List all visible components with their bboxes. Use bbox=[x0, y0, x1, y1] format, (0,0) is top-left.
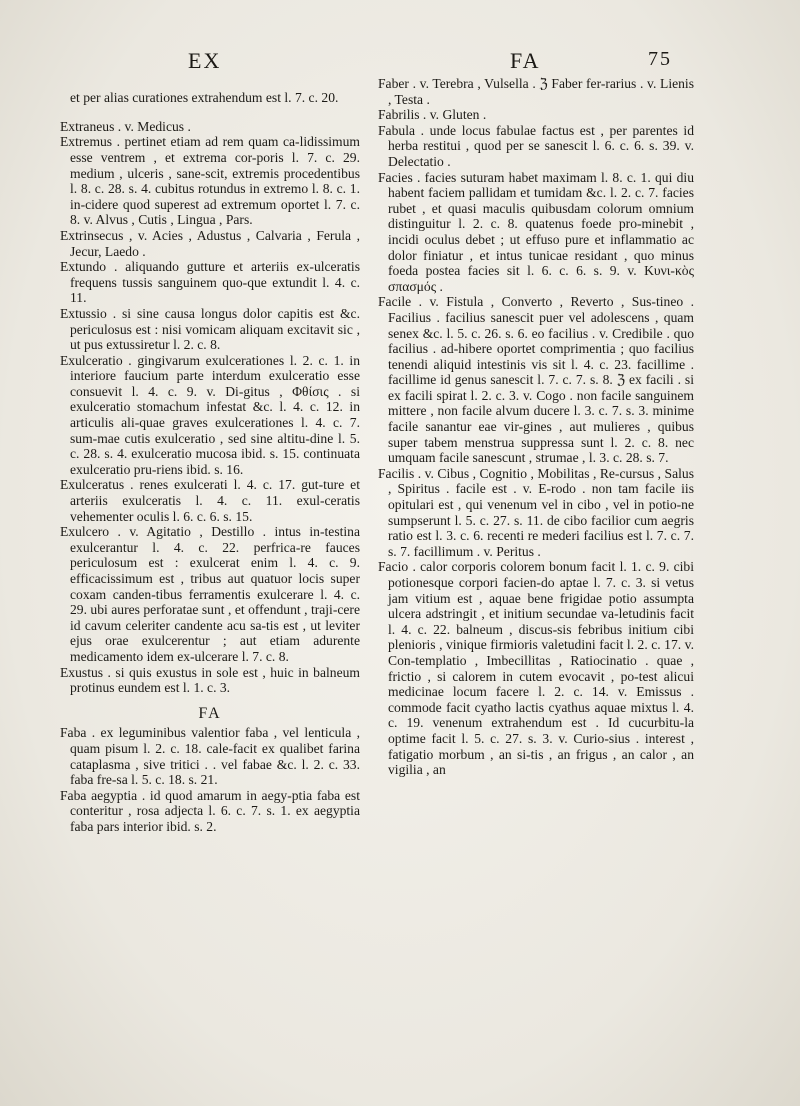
right-column bbox=[378, 76, 694, 778]
entry-fabrilis: Fabrilis . v. Gluten . bbox=[378, 107, 487, 123]
entry-fabula: Fabula . unde locus fabulae factus est , per parentes id herba restitui , quod per se sanescit l. 6. c. 6. s. 39. v. Delectatio . bbox=[378, 122, 694, 169]
entry-exulcero: Exulcero . v. Agitatio , Destillo . intus in-testina exulcerantur l. 4. c. 22. perfrica-re fauces periculosum est : exulcerat enim l. 4. c. 9. efficacissimum est , tribus aut quatuor locis super coxam canden-tibus ferramentis exulcerare l. 4. c. 29. ubi aures perforatae sunt , et offendunt , traji-cere id cavum celeriter candente acu sa-tis est , ut leviter ejus orae exulcerentur ; aut etiam adurente medicamento idem ex-ulcerare l. 7. c. 8. bbox=[60, 524, 360, 664]
entry-faber: Faber . v. Terebra , Vulsella . ℨ Faber fer-rarius . v. Lienis , Testa . bbox=[378, 76, 694, 107]
page-number: 75 bbox=[648, 48, 672, 70]
entry-facies: Facies . facies suturam habet maximam l. 8. c. 1. qui diu habent faciem pallidam et tumidam &c. l. 2. c. 7. facies rubet , et quasi maculis quibusdam colorum omnium distinguitur l. 2. c. 8. quatenus foede pro-minebit , incidi oculus debet ; ut effuso pure et inflammatio ac dolor finiatur , et intus tunicae residant , quo minus foeda postea facies sit l. 6. c. 6. s. 9. v. Κυνι-κὸς σπασμός . bbox=[378, 169, 694, 294]
entry-extrinsecus: Extrinsecus , v. Acies , Adustus , Calvaria , Ferula , Jecur, Laedo . bbox=[60, 227, 360, 259]
entry-facio: Facio . calor corporis colorem bonum facit l. 1. c. 9. cibi potionesque corpori facien-do aptae l. 7. c. 3. si vetus jam vitium est , aquae bene frigidae potio assumpta ulcera adstringit , et initium secundae va-letudinis facit l. 4. c. 22. balneum , discus-sis febribus initium cibi plenioris , vinique firmioris valetudini facit l. 2. c. 17. v. Con-templatio , Imbecillitas , Ratiocinatio . quae , frictio , si calorem in cutem evocavit , po-test alicui medicinae locum facere l. 2. c. 14. v. Emissus . commode facit cyatho lactis cyathus aquae mixtus l. 4. c. 19. venenum extrahendum est . Id cucurbitu-la optime facit l. 5. c. 27. s. 3. v. Curio-sius . interest , fatigatio morbum , an si-tis , an frigus , an calor , an vigilia , an bbox=[378, 559, 694, 778]
entry-faba: Faba . ex leguminibus valentior faba , vel lenticula , quam pisum l. 2. c. 18. cale-facit ex qualibet farina cataplasma , sive tritici . . vel fabae &c. l. 2. c. 33. faba fre-sa l. 5. c. 18. s. 21. bbox=[60, 725, 360, 788]
header-left-guideword: EX bbox=[188, 48, 222, 73]
entry-extussio: Extussio . si sine causa longus dolor capitis est &c. periculosus est : nisi vomicam aliquam excitavit sic , ut pus extussiretur l. 2. c. 8. bbox=[60, 305, 360, 353]
entry-extraneus: Extraneus . v. Medicus . bbox=[60, 118, 191, 134]
entry-faba-aegyptia: Faba aegyptia . id quod amarum in aegy-ptia faba est conteritur , rosa adjecta l. 6. c. 7. s. 1. ex aegyptia faba pars interior ibid. s. 2. bbox=[60, 787, 360, 834]
section-heading: FA bbox=[198, 704, 222, 722]
entry-facile: Facile . v. Fistula , Converto , Reverto , Sus-tineo . Facilius . facilius sanescit puer vel adolescens , quam senex &c. l. 5. c. 26. s. 6. eo facilius . v. Credibile . quo facilius . ad-hibere oportet comprimentia ; quo facilius tenendi aliquid intestinis vis sit l. 4. c. 23. facillime . facillime id genus sanescit l. 7. c. 7. s. 8. ℨ ex facili . si ex facili spirat l. 2. c. 3. v. Cogo . non facile sanguinem mittere , non facile alvum ducere l. 3. c. 7. s. 3. minime facile sanantur eae vir-gines , aut mulieres , quibus super tabem menstrua suppressa sunt l. 2. c. 8. nec umquam facile sanescunt , strumae , l. 3. c. 28. s. 7. bbox=[378, 294, 694, 466]
entry-exulceratus: Exulceratus . renes exulcerati l. 4. c. 17. gut-ture et arteriis exulceratis l. 4. c. 11. exul-ceratis vehementer oculis l. 6. c. 6. s. 15. bbox=[60, 477, 360, 524]
left-column bbox=[60, 76, 360, 835]
entry-continuation: et per alias curationes extrahendum est l. 7. c. 20. bbox=[70, 89, 339, 105]
entry-extremus: Extremus . pertinet etiam ad rem quam ca-lidissimum esse ventrem , et extrema cor-poris l. 7. c. 29. medium , ulceris , sane-scit, extremis procedentibus l. 8. c. 28. s. 4. cubitus rotundus in extremo l. 8. c. 1. in-cidere quod superest ad extremum oportet l. 7. c. 8. v. Alvus , Cutis , Lingua , Pars. bbox=[60, 134, 360, 228]
entry-exustus: Exustus . si quis exustus in sole est , huic in balneum protinus eundem est l. 1. c. 3. bbox=[60, 664, 360, 696]
entry-exulceratio: Exulceratio . gingivarum exulcerationes l. 2. c. 1. in interiore faucium parte interdum exulceratio esse consuevit l. 4. c. 9. v. Di-gitus , Φθίσις . si exulceratio stomachum infestat &c. l. 4. c. 12. in articulis ali-quae graves exulcerationes l. 4. c. 7. sum-mae cutis exulceratio , sed sine altitu-dine l. 5. c. 28. s. 4. exulceratio mucosa ibid. s. 15. continuata exulceratio pru-riens ibid. s. 16. bbox=[60, 352, 360, 477]
entry-extundo: Extundo . aliquando gutture et arteriis ex-ulceratis frequens tussis sanguinem quo-que extundit l. 4. c. 11. bbox=[60, 259, 360, 306]
header-center-guideword: FA bbox=[510, 48, 541, 73]
entry-facilis: Facilis . v. Cibus , Cognitio , Mobilitas , Re-cursus , Salus , Spiritus . facile est . v. E-rodo . non tam facile iis opitulari est , qui venenum vel in cibo , vel in potio-ne sumpserunt l. 5. c. 27. s. 11. de cibo facilior cum aegris ratio est l. 3. c. 6. recenti re mederi facilius est l. 7. c. 7. s. 7. facillimum . v. Peritus . bbox=[378, 465, 694, 559]
